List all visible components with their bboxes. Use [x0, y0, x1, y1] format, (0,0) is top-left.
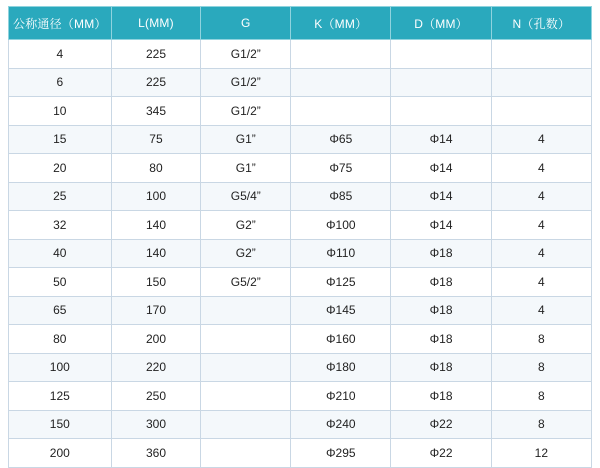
cell-d: Φ18	[391, 353, 491, 382]
cell-l: 225	[111, 68, 201, 97]
cell-d: Φ18	[391, 382, 491, 411]
table-header	[9, 7, 592, 40]
cell-k: Φ110	[291, 239, 391, 268]
cell-k: Φ125	[291, 268, 391, 297]
table-row	[9, 439, 592, 468]
cell-k: Φ100	[291, 211, 391, 240]
column-header-g: G	[201, 7, 291, 40]
specification-table	[8, 6, 592, 468]
cell-g	[201, 325, 291, 354]
cell-g: G1/2”	[201, 68, 291, 97]
cell-n: 12	[491, 439, 591, 468]
table-row	[9, 40, 592, 69]
cell-g: G1”	[201, 154, 291, 183]
cell-n: 8	[491, 353, 591, 382]
cell-k: Φ295	[291, 439, 391, 468]
cell-l: 345	[111, 97, 201, 126]
cell-g: G5/4”	[201, 182, 291, 211]
cell-nominal-diameter: 32	[9, 211, 112, 240]
cell-k: Φ180	[291, 353, 391, 382]
cell-n: 4	[491, 268, 591, 297]
cell-l: 225	[111, 40, 201, 69]
cell-g: G1/2”	[201, 40, 291, 69]
table-row	[9, 296, 592, 325]
cell-n: 4	[491, 182, 591, 211]
table-row	[9, 239, 592, 268]
cell-nominal-diameter: 150	[9, 410, 112, 439]
cell-d: Φ18	[391, 268, 491, 297]
table-row	[9, 211, 592, 240]
table-row	[9, 68, 592, 97]
cell-d	[391, 68, 491, 97]
cell-g: G1”	[201, 125, 291, 154]
cell-nominal-diameter: 125	[9, 382, 112, 411]
cell-d: Φ18	[391, 325, 491, 354]
cell-g: G1/2”	[201, 97, 291, 126]
table-header-row	[9, 7, 592, 40]
table-row	[9, 268, 592, 297]
column-header-n: N（孔数）	[491, 7, 591, 40]
cell-n	[491, 97, 591, 126]
column-header-nominal-diameter: 公称通径（MM）	[9, 7, 112, 40]
cell-nominal-diameter: 100	[9, 353, 112, 382]
column-header-k: K（MM）	[291, 7, 391, 40]
table-row	[9, 353, 592, 382]
cell-d: Φ22	[391, 410, 491, 439]
table-row	[9, 325, 592, 354]
cell-l: 220	[111, 353, 201, 382]
cell-n: 4	[491, 211, 591, 240]
cell-n: 4	[491, 154, 591, 183]
table-row	[9, 182, 592, 211]
cell-k: Φ85	[291, 182, 391, 211]
cell-k: Φ65	[291, 125, 391, 154]
cell-l: 250	[111, 382, 201, 411]
table-row	[9, 382, 592, 411]
cell-g: G2”	[201, 239, 291, 268]
cell-l: 150	[111, 268, 201, 297]
cell-nominal-diameter: 4	[9, 40, 112, 69]
cell-nominal-diameter: 50	[9, 268, 112, 297]
column-header-d: D（MM）	[391, 7, 491, 40]
table-row	[9, 154, 592, 183]
table-row	[9, 410, 592, 439]
cell-k	[291, 97, 391, 126]
cell-d	[391, 40, 491, 69]
cell-d: Φ14	[391, 182, 491, 211]
cell-g: G2”	[201, 211, 291, 240]
table-row	[9, 97, 592, 126]
cell-g	[201, 410, 291, 439]
cell-n: 8	[491, 410, 591, 439]
cell-d: Φ18	[391, 296, 491, 325]
cell-l: 200	[111, 325, 201, 354]
cell-nominal-diameter: 15	[9, 125, 112, 154]
table-row	[9, 125, 592, 154]
cell-g	[201, 296, 291, 325]
cell-n	[491, 40, 591, 69]
cell-k: Φ75	[291, 154, 391, 183]
cell-g	[201, 353, 291, 382]
cell-g: G5/2”	[201, 268, 291, 297]
cell-d: Φ18	[391, 239, 491, 268]
cell-k	[291, 40, 391, 69]
cell-k	[291, 68, 391, 97]
cell-l: 75	[111, 125, 201, 154]
cell-k: Φ210	[291, 382, 391, 411]
cell-d: Φ14	[391, 125, 491, 154]
cell-d: Φ22	[391, 439, 491, 468]
cell-l: 140	[111, 239, 201, 268]
cell-n: 4	[491, 125, 591, 154]
cell-g	[201, 439, 291, 468]
cell-nominal-diameter: 200	[9, 439, 112, 468]
cell-nominal-diameter: 25	[9, 182, 112, 211]
cell-l: 170	[111, 296, 201, 325]
cell-k: Φ145	[291, 296, 391, 325]
cell-k: Φ240	[291, 410, 391, 439]
cell-nominal-diameter: 40	[9, 239, 112, 268]
cell-l: 80	[111, 154, 201, 183]
cell-d: Φ14	[391, 154, 491, 183]
table-body	[9, 40, 592, 468]
cell-n: 4	[491, 296, 591, 325]
cell-l: 100	[111, 182, 201, 211]
cell-l: 300	[111, 410, 201, 439]
cell-n: 4	[491, 239, 591, 268]
cell-l: 360	[111, 439, 201, 468]
cell-d: Φ14	[391, 211, 491, 240]
cell-d	[391, 97, 491, 126]
column-header-l: L(MM)	[111, 7, 201, 40]
cell-n: 8	[491, 325, 591, 354]
cell-nominal-diameter: 20	[9, 154, 112, 183]
cell-k: Φ160	[291, 325, 391, 354]
cell-nominal-diameter: 10	[9, 97, 112, 126]
cell-n: 8	[491, 382, 591, 411]
cell-nominal-diameter: 6	[9, 68, 112, 97]
cell-g	[201, 382, 291, 411]
cell-n	[491, 68, 591, 97]
cell-nominal-diameter: 80	[9, 325, 112, 354]
cell-nominal-diameter: 65	[9, 296, 112, 325]
cell-l: 140	[111, 211, 201, 240]
